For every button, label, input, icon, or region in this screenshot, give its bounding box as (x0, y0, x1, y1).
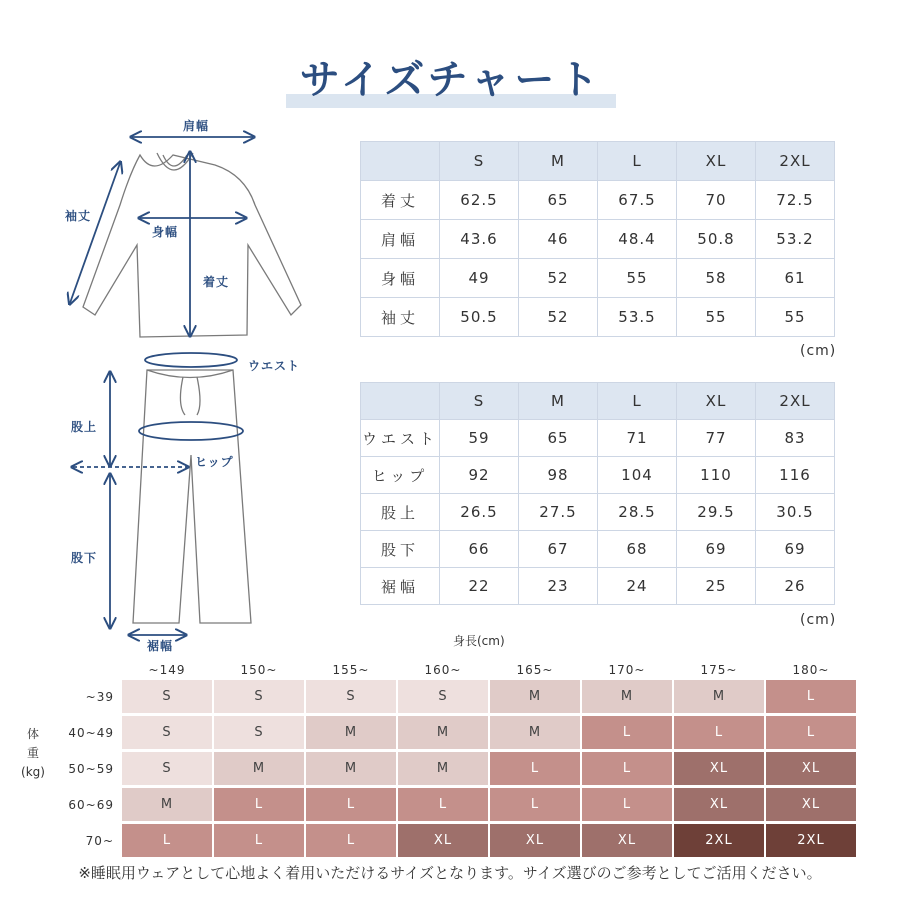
table-cell: 58 (677, 259, 756, 298)
table-cell: 46 (519, 220, 598, 259)
size-cell: M (674, 680, 764, 713)
table-row (361, 420, 835, 457)
table-cell: 65 (519, 181, 598, 220)
size-cell: XL (766, 752, 856, 785)
weight-row-label: ~39 (85, 690, 114, 704)
size-cell: L (214, 824, 304, 857)
table-header-cell: M (519, 383, 598, 420)
size-cell: M (122, 788, 212, 821)
table-cell: 67.5 (598, 181, 677, 220)
size-cell: 2XL (766, 824, 856, 857)
table-cell: 29.5 (677, 494, 756, 531)
size-cell: L (582, 752, 672, 785)
table-cell: 22 (440, 568, 519, 605)
table-cell: 24 (598, 568, 677, 605)
size-cell: XL (674, 752, 764, 785)
table-cell: 68 (598, 531, 677, 568)
size-cell: S (214, 680, 304, 713)
table-header-cell: 2XL (756, 142, 835, 181)
table-cell: 23 (519, 568, 598, 605)
table-cell: 26.5 (440, 494, 519, 531)
table-cell: 52 (519, 259, 598, 298)
size-cell: M (490, 680, 580, 713)
height-column-label: 155~ (332, 663, 370, 677)
table-header-cell: L (598, 383, 677, 420)
size-cell: S (398, 680, 488, 713)
height-column-label: 175~ (700, 663, 738, 677)
table-cell: 67 (519, 531, 598, 568)
size-cell: M (398, 716, 488, 749)
table-cell: 71 (598, 420, 677, 457)
table-cell: 52 (519, 298, 598, 337)
size-cell: L (582, 788, 672, 821)
pants-outline (133, 370, 251, 623)
size-cell: L (306, 788, 396, 821)
table-row (361, 531, 835, 568)
size-cell: XL (582, 824, 672, 857)
size-cell: M (214, 752, 304, 785)
size-cell: M (490, 716, 580, 749)
table-cell: 55 (598, 259, 677, 298)
table-cell: 26 (756, 568, 835, 605)
table-row-header: ヒップ (361, 457, 440, 494)
size-cell: S (214, 716, 304, 749)
size-cell: L (582, 716, 672, 749)
bottoms-size-table (360, 382, 835, 605)
table-cell: 104 (598, 457, 677, 494)
table-header-cell: L (598, 142, 677, 181)
table-header-cell: XL (677, 142, 756, 181)
label-hip: ヒップ (195, 455, 234, 469)
shirt-outline (83, 153, 301, 337)
table-row (361, 259, 835, 298)
size-cell: L (766, 680, 856, 713)
table-row (361, 220, 835, 259)
table-row (361, 494, 835, 531)
label-rise: 股上 (71, 420, 98, 434)
height-column-label: 180~ (792, 663, 830, 677)
table-header-cell: S (440, 383, 519, 420)
height-column-label: ~149 (148, 663, 186, 677)
table-row (361, 568, 835, 605)
label-hem: 裾幅 (147, 639, 174, 653)
table-cell: 110 (677, 457, 756, 494)
table-row-header: 股上 (361, 494, 440, 531)
table-header-cell (361, 383, 440, 420)
size-cell: L (490, 788, 580, 821)
table-cell: 48.4 (598, 220, 677, 259)
table-row-header: 着丈 (361, 181, 440, 220)
label-waist: ウエスト (248, 359, 301, 373)
table-row-header: 裾幅 (361, 568, 440, 605)
height-column-label: 170~ (608, 663, 646, 677)
weight-row-label: 70~ (85, 834, 114, 848)
size-cell: S (122, 680, 212, 713)
size-cell: XL (766, 788, 856, 821)
table-cell: 28.5 (598, 494, 677, 531)
weight-row-label: 50~59 (68, 762, 114, 776)
weight-axis-title (18, 725, 48, 782)
size-cell: L (214, 788, 304, 821)
table-row-header: 袖丈 (361, 298, 440, 337)
table-cell: 43.6 (440, 220, 519, 259)
tops-size-table (360, 141, 835, 337)
table-cell: 62.5 (440, 181, 519, 220)
size-cell: L (306, 824, 396, 857)
table-cell: 50.8 (677, 220, 756, 259)
size-cell: L (398, 788, 488, 821)
size-cell: XL (490, 824, 580, 857)
weight-axis-char: 体 (26, 727, 39, 741)
size-cell: S (122, 716, 212, 749)
table-row (361, 298, 835, 337)
table-cell: 55 (677, 298, 756, 337)
table-cell: 65 (519, 420, 598, 457)
table-cell: 69 (677, 531, 756, 568)
size-cell: M (306, 716, 396, 749)
table-row (361, 457, 835, 494)
table-cell: 70 (677, 181, 756, 220)
table-cell: 61 (756, 259, 835, 298)
table-cell: 55 (756, 298, 835, 337)
weight-axis-char: (kg) (21, 765, 45, 779)
garment-drawing (55, 115, 315, 655)
height-column-label: 150~ (240, 663, 278, 677)
table-cell: 27.5 (519, 494, 598, 531)
table-cell: 98 (519, 457, 598, 494)
table-header-row (361, 383, 835, 420)
table-cell: 49 (440, 259, 519, 298)
size-cell: M (398, 752, 488, 785)
table-cell: 50.5 (440, 298, 519, 337)
table-cell: 53.2 (756, 220, 835, 259)
table-cell: 59 (440, 420, 519, 457)
size-cell: L (490, 752, 580, 785)
table-header-cell: S (440, 142, 519, 181)
size-cell: M (306, 752, 396, 785)
tops-unit: (cm) (800, 343, 837, 359)
table-header-cell: XL (677, 383, 756, 420)
footnote: ※睡眠用ウェアとして心地よく着用いただけるサイズとなります。サイズ選びのご参考としてご活用ください。 (78, 864, 822, 882)
table-cell: 72.5 (756, 181, 835, 220)
label-shoulder: 肩幅 (183, 119, 210, 133)
table-row-header: 肩幅 (361, 220, 440, 259)
table-header-cell (361, 142, 440, 181)
size-cell: S (306, 680, 396, 713)
label-length: 着丈 (203, 275, 230, 289)
size-cell: XL (398, 824, 488, 857)
size-cell: XL (674, 788, 764, 821)
size-cell: L (674, 716, 764, 749)
size-cell: 2XL (674, 824, 764, 857)
size-cell: S (122, 752, 212, 785)
size-recommendation-grid (122, 680, 856, 857)
table-header-row (361, 142, 835, 181)
table-header-cell: M (519, 142, 598, 181)
table-cell: 69 (756, 531, 835, 568)
label-body-width: 身幅 (152, 225, 179, 239)
table-cell: 83 (756, 420, 835, 457)
table-cell: 116 (756, 457, 835, 494)
size-cell: L (766, 716, 856, 749)
table-cell: 25 (677, 568, 756, 605)
height-column-label: 160~ (424, 663, 462, 677)
table-row-header: 身幅 (361, 259, 440, 298)
table-row (361, 181, 835, 220)
table-row-header: 股下 (361, 531, 440, 568)
size-cell: L (122, 824, 212, 857)
label-sleeve: 袖丈 (65, 209, 92, 223)
table-cell: 92 (440, 457, 519, 494)
table-cell: 66 (440, 531, 519, 568)
table-header-cell: 2XL (756, 383, 835, 420)
height-column-label: 165~ (516, 663, 554, 677)
table-cell: 77 (677, 420, 756, 457)
table-cell: 53.5 (598, 298, 677, 337)
table-cell: 30.5 (756, 494, 835, 531)
label-inseam: 股下 (71, 551, 98, 565)
page-title: サイズチャート (299, 57, 603, 103)
size-cell: M (582, 680, 672, 713)
table-row-header: ウエスト (361, 420, 440, 457)
garment-illustration (55, 115, 315, 655)
weight-row-label: 60~69 (68, 798, 114, 812)
weight-axis-char: 重 (26, 746, 39, 760)
height-axis-title: 身長(cm) (453, 634, 505, 648)
title-block (286, 52, 616, 112)
bottoms-unit: (cm) (800, 612, 837, 628)
weight-row-label: 40~49 (68, 726, 114, 740)
